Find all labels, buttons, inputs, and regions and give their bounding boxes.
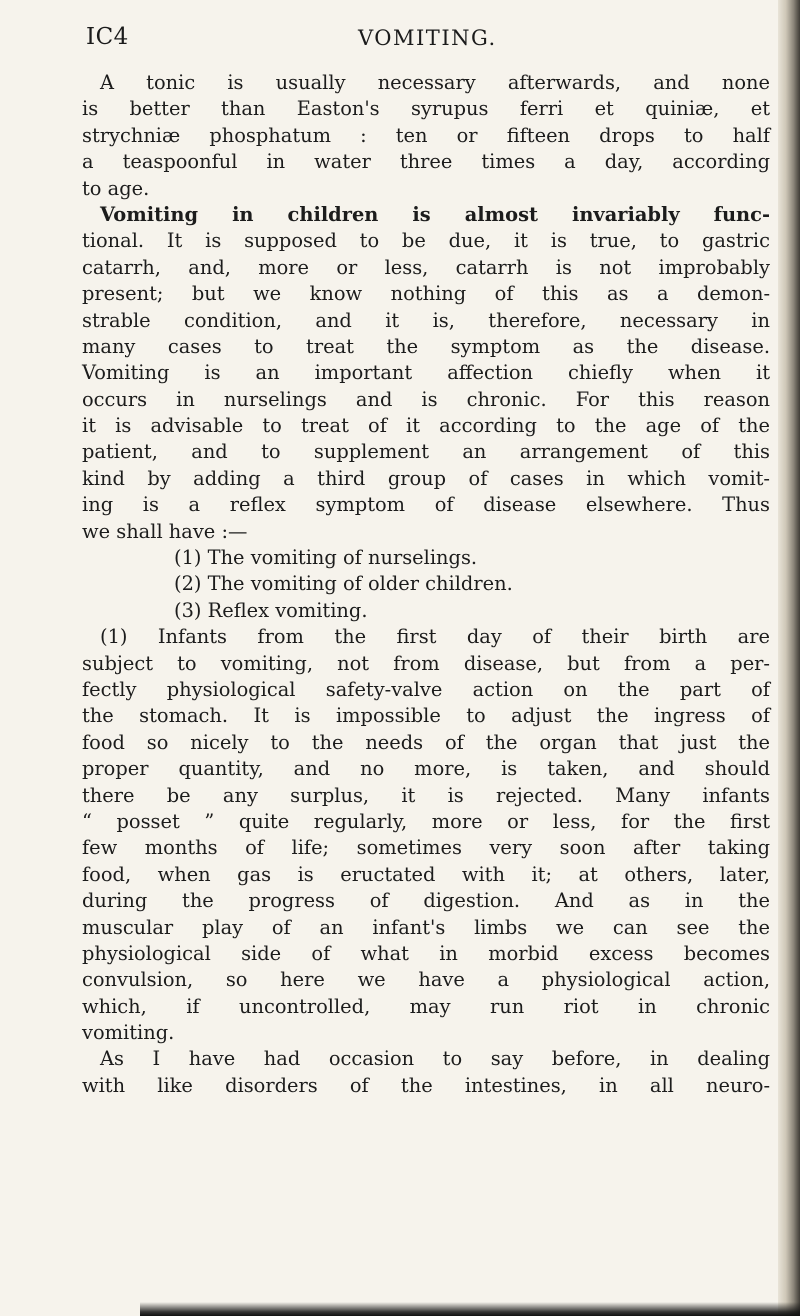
text-line: ing is a reflex symptom of disease elsewhere. Thus: [82, 493, 770, 517]
text-line: strable condition, and it is, therefore, necessary in: [82, 308, 770, 332]
text-line: strychniæ phosphatum : ten or fifteen drops to half: [82, 123, 770, 147]
text-line: with like disorders of the intestines, in all neuro-: [82, 1073, 770, 1097]
text-line: (1) Infants from the first day of their birth are: [100, 625, 770, 649]
text-line: food, when gas is eructated with it; at others, later,: [82, 862, 770, 886]
text-line: occurs in nurselings and is chronic. For this reason: [82, 387, 770, 411]
text-line: Vomiting is an important affection chiefly when it: [82, 361, 770, 385]
text-line: “ posset ” quite regularly, more or less, for the first: [82, 809, 770, 833]
running-head: VOMITING.: [358, 26, 497, 50]
list-item: (3) Reflex vomiting.: [174, 598, 368, 622]
text-line: to age.: [82, 176, 150, 200]
text-line: food so nicely to the needs of the organ that just the: [82, 730, 770, 754]
text-line: there be any surplus, it is rejected. Many infants: [82, 783, 770, 807]
text-line: muscular play of an infant's limbs we can see the: [82, 915, 770, 939]
text-line: catarrh, and, more or less, catarrh is not improbably: [82, 255, 770, 279]
page-number: IC4: [86, 24, 129, 50]
page-edge-shadow: [778, 0, 800, 1316]
text-line: fectly physiological safety-valve action on the part of: [82, 677, 770, 701]
list-item: (2) The vomiting of older children.: [174, 572, 513, 596]
text-line: convulsion, so here we have a physiological action,: [82, 968, 770, 992]
text-line: present; but we know nothing of this as a demon-: [82, 282, 770, 306]
page-bottom-shadow: [140, 1302, 800, 1316]
text-line: many cases to treat the symptom as the disease.: [82, 334, 770, 358]
text-line: the stomach. It is impossible to adjust the ingress of: [82, 704, 770, 728]
page-header: [86, 24, 766, 54]
text-line: tional. It is supposed to be due, it is true, to gastric: [82, 229, 770, 253]
text-line: subject to vomiting, not from disease, but from a per-: [82, 651, 770, 675]
list-item: (1) The vomiting of nurselings.: [174, 546, 478, 570]
text-line: is better than Easton's syrupus ferri et quiniæ, et: [82, 97, 770, 121]
text-line: Vomiting in children is almost invariably func-: [100, 202, 770, 226]
text-line: few months of life; sometimes very soon after taking: [82, 836, 770, 860]
text-line: it is advisable to treat of it according to the age of the: [82, 414, 770, 438]
text-line: proper quantity, and no more, is taken, and should: [82, 757, 770, 781]
text-line: during the progress of digestion. And as in the: [82, 889, 770, 913]
text-line: which, if uncontrolled, may run riot in chronic: [82, 994, 770, 1018]
text-line: vomiting.: [82, 1021, 175, 1045]
text-line: A tonic is usually necessary afterwards, and none: [100, 71, 770, 94]
text-line: a teaspoonful in water three times a day, according: [82, 150, 770, 174]
body-text: [82, 70, 770, 1099]
text-line: As I have had occasion to say before, in dealing: [100, 1047, 770, 1071]
text-line: patient, and to supplement an arrangement of this: [82, 440, 770, 464]
text-line: we shall have :—: [82, 519, 248, 543]
text-line: kind by adding a third group of cases in which vomit-: [82, 466, 770, 490]
text-line: physiological side of what in morbid excess becomes: [82, 941, 770, 965]
